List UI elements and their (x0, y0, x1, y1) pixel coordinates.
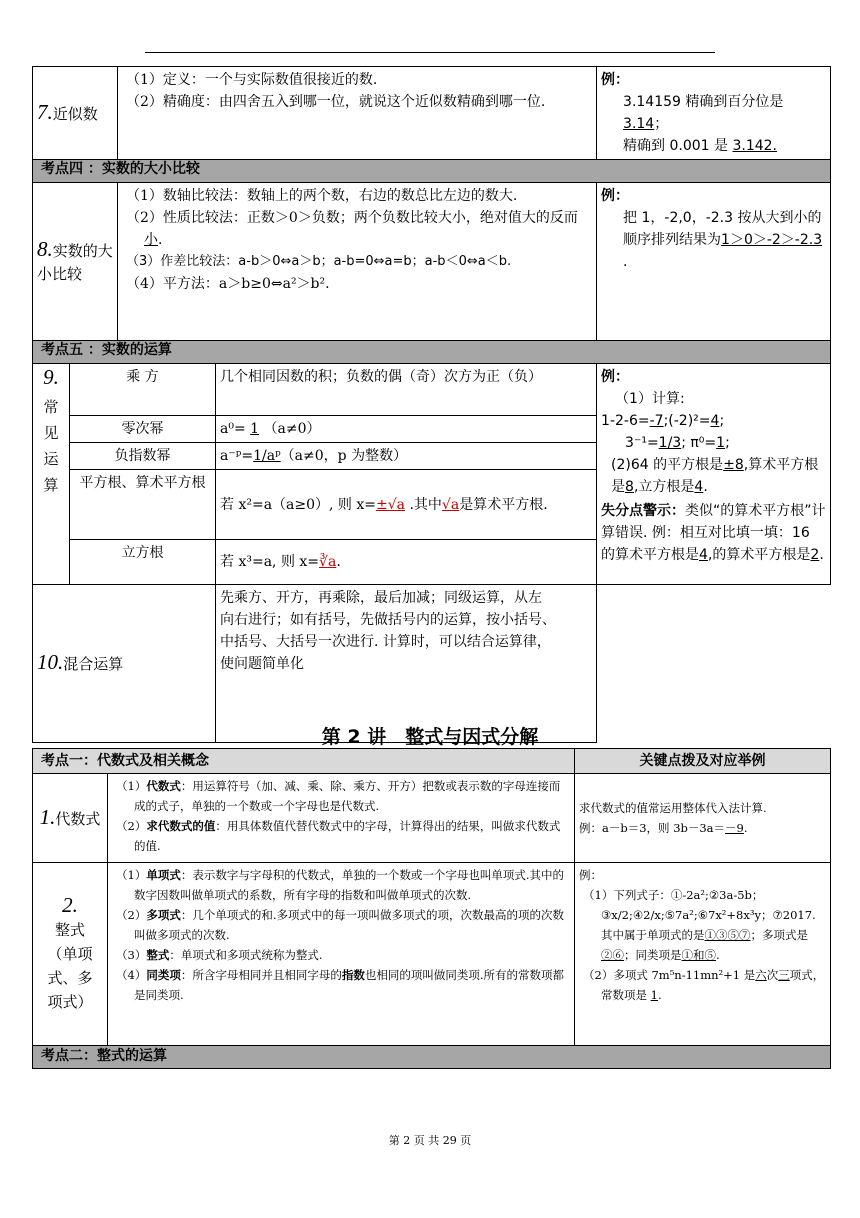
example-answer: 2 (810, 547, 820, 563)
ops-answer: ∛a (319, 554, 337, 570)
example-text: 精确到 0.001 是 (623, 138, 733, 154)
algebraic-example (575, 774, 831, 863)
ops-desc (216, 540, 597, 585)
section-number: 9. (43, 365, 59, 389)
term-bold: 单项式 (146, 868, 181, 882)
example-text: 3.14159 精确到百分位是 (623, 94, 784, 110)
example-text: . (623, 254, 628, 270)
example-text: . (743, 821, 748, 835)
example-answer: -7 (649, 413, 664, 429)
algebraic-content: （1）代数式：用运算符号（加、减、乘、除、乘方、开方）把数或表示数的字母连接而成的式子，单独的一个数或一个字母也是代数式. （2）求代数式的值：用具体数值代替代数式中的字母，计算得出的结果，叫做求代数式的值. (108, 774, 575, 863)
section-number: 10. (37, 650, 64, 674)
section-number: 7. (37, 99, 53, 124)
term-bold: 同类项 (146, 968, 181, 982)
example-text: . (716, 948, 720, 962)
ops-answer: 1 (250, 421, 260, 437)
polynomial-table (32, 748, 831, 1069)
ops-text: .其中 (405, 496, 442, 513)
ops-name: 乘 方 (70, 364, 216, 416)
example-answer: 三 (778, 968, 790, 982)
example-label: 例： (579, 868, 602, 882)
term-text: 也相同的项叫做同类项.所有的常数项都是同类项. (134, 968, 564, 1002)
example-text: （1）下列式子：①-2a²;②3a-5b；③x/2;④2/x;⑤7a²;⑥7x²+8x³y；⑦2017.其中属于单项式的是 (583, 888, 816, 942)
algebraic-label-cell (33, 774, 108, 863)
compare-line: （1）数轴比较法：数轴上的两个数，右边的数总比左边的数大. (126, 188, 518, 204)
section-label: 常见运算 (43, 398, 59, 494)
example-answer: －9 (725, 821, 744, 835)
mixed-line: 向右进行；如有括号，先做括号内的运算，按小括号、 (220, 612, 557, 628)
real-number-table (32, 66, 831, 743)
warning-text: . (819, 547, 824, 563)
polynomial-example (575, 863, 831, 1046)
ops-name: 负指数幂 (70, 443, 216, 470)
ops-text: （a≠0） (259, 421, 321, 437)
warning-text: 类似“的算术平方根”计算错误. 例：相互对比填一填：16 的算术平方根是 (601, 503, 826, 563)
term-text: ：所含字母相同并且相同字母的 (180, 968, 342, 982)
approx-label-cell (33, 67, 118, 160)
section-number: 1. (39, 804, 56, 829)
section-label: 代数式 (55, 809, 101, 828)
ops-text: 若 x²=a（a≥0）, 则 x= (220, 496, 377, 513)
polynomial-content: （1）单项式：表示数字与字母积的代数式，单独的一个数或一个字母也叫单项式.其中的数字因数叫做单项式的系数，所有字母的指数和叫做单项式的次数. （2）多项式：几个单项式的和.多项式中的每一项叫做多项式的项，次数最高的项的次数叫做多项式的次数. （3）整式：单项式和多项式统称为整式. （4）同类项：所含字母相同并且相同字母的指数也相同的项叫做同类项.所有的常数项都是同类项. (108, 863, 575, 1046)
example-text: ; (725, 435, 730, 451)
ops-example (597, 364, 831, 585)
section-bar-title: 考点四 ：实数的大小比较 (33, 160, 831, 183)
row-approx (33, 67, 831, 160)
term-bold: 求代数式的值 (146, 819, 216, 833)
example-answer: ②⑥ (601, 948, 624, 962)
term-bold: 代数式 (146, 779, 181, 793)
page-footer: 第 2 页 共 29 页 (388, 1134, 472, 1147)
compare-label-cell (33, 183, 118, 341)
ops-name: 零次幂 (70, 416, 216, 443)
lecture-title: 第 2 讲 整式与因式分解 (321, 726, 539, 748)
example-text: ； (654, 116, 669, 132)
example-text: . (657, 988, 662, 1002)
example-answer: 六 (755, 968, 767, 982)
section-label: 实数的大小比较 (37, 241, 113, 283)
ops-name: 立方根 (70, 540, 216, 585)
example-text: ;(-2)²= (663, 413, 711, 429)
example-label: 例： (601, 369, 630, 385)
example-text: （1）计算: (615, 391, 685, 407)
row-polynomial (33, 863, 831, 1046)
row-power (33, 364, 831, 416)
term-bold: 整式 (146, 948, 170, 962)
example-answer: 1 (650, 988, 658, 1002)
term-text: ：表示数字与字母积的代数式，单独的一个数或一个字母也叫单项式.其中的数字因数叫做单项式的系数，所有字母的指数和叫做单项式的次数. (134, 868, 564, 902)
warning-text: ,的算术平方根是 (707, 547, 811, 563)
example-answer: 4 (694, 479, 704, 495)
section-bar (33, 1046, 831, 1069)
section-label: 混合运算 (63, 655, 124, 673)
term-bold: 指数 (341, 968, 365, 982)
compare-example (597, 183, 831, 341)
example-text: 例：a－b＝3，则 3b－3a＝ (579, 821, 726, 835)
term-bold: 多项式 (146, 908, 181, 922)
section-bar (33, 341, 831, 364)
row-compare (33, 183, 831, 341)
example-text: (2)64 的平方根是 (611, 457, 724, 473)
example-text: ,算术平方根是 (611, 457, 819, 495)
ops-text: 若 x³=a, 则 x= (220, 554, 320, 570)
example-text: 3⁻¹= (625, 435, 659, 451)
example-text: ,立方根是 (633, 479, 695, 495)
term-text: ：几个单项式的和.多项式中的每一项叫做多项式的项，次数最高的项的次数叫做多项式的次数. (134, 908, 564, 942)
section-bar-title: 考点五 ：实数的运算 (33, 341, 831, 364)
ops-label-cell (33, 364, 70, 585)
ops-text: . (336, 554, 341, 570)
example-answer: 3.142. (732, 138, 777, 154)
section-label: 整式（单项式、多项式） (47, 920, 93, 1011)
ops-answer: √a (441, 496, 460, 513)
warning-label: 失分点警示： (601, 503, 686, 519)
compare-line (122, 207, 592, 251)
ops-desc (216, 443, 597, 470)
example-text: ；多项式是 (750, 928, 808, 942)
term-text: ：用具体数值代替代数式中的字母，计算得出的结果，叫做求代数式的值. (134, 819, 561, 853)
example-answer: 1/3 (658, 435, 682, 451)
example-text: 次 (766, 968, 779, 982)
example-label: 例： (601, 72, 630, 88)
header-bar (33, 749, 831, 774)
approx-content (118, 67, 597, 160)
term-text: ：用运算符号（加、减、乘、除、乘方、开方）把数或表示数的字母连接而成的式子，单独的一个数或一个字母也是代数式. (134, 779, 561, 813)
header-bar-title: 考点一：代数式及相关概念 (33, 749, 575, 774)
example-answer: ①和⑤ (681, 948, 716, 962)
example-answer: 1＞0＞-2＞-2.3 (721, 232, 823, 248)
row-algebraic (33, 774, 831, 863)
section-bar-title: 考点二：整式的运算 (33, 1046, 831, 1069)
example-answer: 3.14 (623, 116, 655, 132)
example-text: 求代数式的值常运用整体代入法计算. (579, 801, 767, 815)
term-text: ：单项式和多项式统称为整式. (169, 948, 323, 962)
mixed-label-cell (33, 585, 216, 743)
section-label: 近似数 (52, 104, 98, 123)
example-text: ; (719, 413, 725, 429)
row-mixed (33, 585, 831, 743)
ops-answer: 1/aᵖ (253, 448, 281, 464)
mixed-line: 使问题简单化 (220, 656, 305, 672)
approx-line: （1）定义：一个与实际数值很接近的数. (126, 72, 378, 88)
approx-example (597, 67, 831, 160)
mixed-line: 先乘方、开方，再乘除，最后加减；同级运算，从左 (220, 590, 543, 606)
example-text: 1-2-6= (601, 413, 650, 429)
ops-text: （a≠0，p 为整数） (280, 448, 408, 464)
ops-text: a⁰= (220, 421, 251, 437)
ops-name: 平方根、算术平方根 (70, 470, 216, 540)
example-text: （2）多项式 7m⁵n-11mn²+1 是 (583, 968, 756, 982)
example-answer: 1 (716, 435, 726, 451)
example-label: 例： (601, 188, 630, 204)
header-rule (145, 52, 715, 53)
example-answer: ①③⑤⑦ (704, 928, 751, 942)
mixed-content (216, 585, 597, 743)
example-text: 项式，常数项是 (601, 968, 825, 1002)
example-text: . (703, 479, 708, 495)
ops-desc (216, 470, 597, 540)
example-answer: ±8 (723, 457, 744, 473)
section-number: 2. (62, 892, 78, 917)
ops-answer: ±√a (376, 496, 406, 513)
mixed-line: 中括号、大括号一次进行. 计算时，可以结合运算律， (220, 634, 551, 650)
ops-text: 是算术平方根. (459, 496, 548, 513)
example-text: ; π⁰= (681, 435, 717, 451)
header-bar-side: 关键点拨及对应举例 (575, 749, 831, 774)
ops-desc (216, 416, 597, 443)
compare-answer: 小 (144, 232, 159, 248)
ops-text: a⁻ᵖ= (220, 448, 254, 464)
compare-text: （2）性质比较法：正数＞0＞负数；两个负数比较大小，绝对值大的反而 (126, 210, 578, 226)
compare-text: . (158, 232, 163, 248)
section-number: 8. (37, 236, 53, 261)
polynomial-label-cell (33, 863, 108, 1046)
compare-content (118, 183, 597, 341)
example-answer: 8 (625, 479, 634, 495)
approx-line: （2）精确度：由四舍五入到哪一位，就说这个近似数精确到哪一位. (126, 94, 546, 110)
compare-line: （4）平方法：a＞b≥0⇔a²＞b². (126, 276, 330, 292)
example-answer: 4 (699, 547, 708, 563)
example-text: 把 1，-2,0，-2.3 按从大到小的顺序排列结果为 (623, 210, 822, 248)
compare-line: （3）作差比较法：a-b＞0⇔a＞b；a-b=0⇔a=b；a-b＜0⇔a＜b. (126, 254, 512, 269)
section-bar (33, 160, 831, 183)
example-answer: 4 (710, 413, 720, 429)
ops-desc: 几个相同因数的积；负数的偶（奇）次方为正（负） (216, 364, 597, 416)
example-text: ；同类项是 (624, 948, 682, 962)
